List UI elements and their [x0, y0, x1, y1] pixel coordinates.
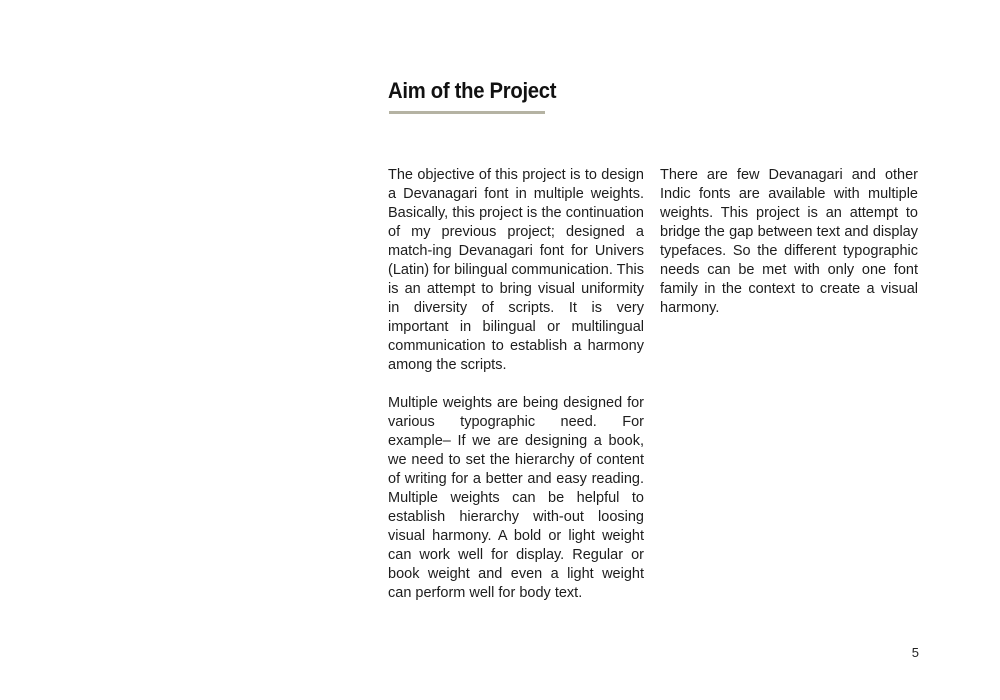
left-text-column: [388, 166, 644, 603]
page-title: Aim of the Project: [388, 78, 557, 103]
body-paragraph-3: There are few Devanagari and other Indic fonts are available with multiple weights. This project is an attempt to bridge the gap between text and display typefaces. So the different typographic needs can be met with only one font family in the context to create a visual harmony.: [660, 167, 918, 316]
body-paragraph-2: Multiple weights are being designed for various typographic need. For example– If we are designing a book, we need to set the hierarchy of content of writing for a better and easy reading. Multiple weights can be helpful to establish hierarchy with-out loosing visual harmony. A bold or light weight can work well for display. Regular or book weight and even a light weight can perform well for body text.: [388, 395, 644, 601]
page-number: 5: [911, 645, 919, 660]
right-text-column: [660, 166, 918, 318]
title-underline-rule: [389, 111, 545, 114]
body-paragraph-1: The objective of this project is to design a Devanagari font in multiple weights. Basically, this project is the continuation of my previous project; designed a match-ing Devanagari font for Univers (Latin) for bilingual communication. This is an attempt to bring visual uniformity in diversity of scripts. It is very important in bilingual or multilingual communication to establish a harmony among the scripts.: [388, 167, 645, 373]
